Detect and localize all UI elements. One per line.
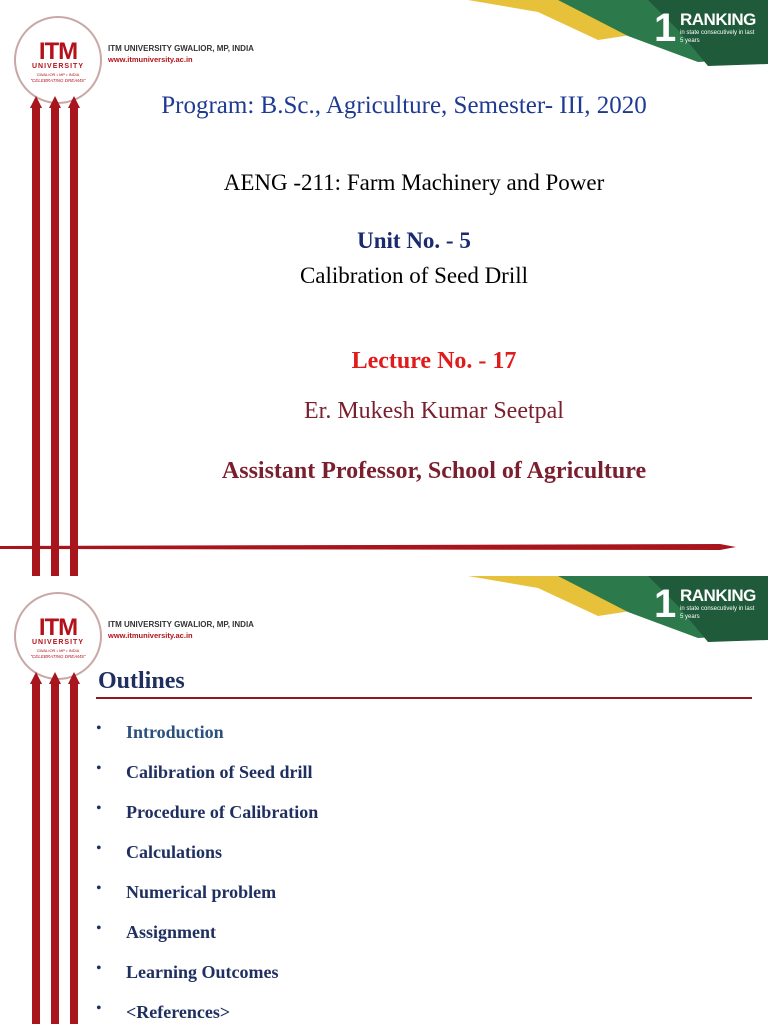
outline-item-label: Introduction	[126, 722, 224, 742]
outline-slide	[0, 576, 768, 1024]
bullet-icon: •	[96, 1000, 102, 1017]
outline-item-label: Numerical problem	[126, 882, 277, 902]
university-name: ITM UNIVERSITY GWALIOR, MP, INDIA	[108, 44, 254, 53]
bullet-icon: •	[96, 840, 102, 857]
outline-item-label: Procedure of Calibration	[126, 802, 319, 822]
university-website: www.itmuniversity.ac.in	[108, 631, 193, 640]
unit-number: Unit No. - 5	[357, 228, 471, 253]
lecturer-name: Er. Mukesh Kumar Seetpal	[304, 398, 564, 424]
bullet-icon: •	[96, 720, 102, 737]
bullet-icon: •	[96, 960, 102, 977]
ranking-word: RANKING	[680, 10, 756, 29]
outline-title: Outlines	[98, 668, 185, 694]
lecturer-designation: Assistant Professor, School of Agriculture	[221, 458, 647, 484]
ranking-number: 1	[654, 582, 677, 626]
unit-topic: Calibration of Seed Drill	[299, 263, 529, 288]
ranking-word: RANKING	[680, 586, 756, 605]
program-line: Program: B.Sc., Agriculture, Semester- III, 2020	[161, 92, 647, 119]
logo-itm-text: ITM	[38, 38, 78, 65]
outline-item-label: <References>	[126, 1002, 231, 1022]
logo-location-text: GWALIOR • MP • INDIA	[36, 72, 80, 77]
logo-itm-text: ITM	[38, 614, 78, 641]
course-title: AENG -211: Farm Machinery and Power	[223, 170, 605, 195]
university-website: www.itmuniversity.ac.in	[108, 55, 193, 64]
university-logo	[14, 592, 102, 680]
bullet-icon: •	[96, 800, 102, 817]
outline-item-label: Assignment	[126, 922, 217, 942]
logo-university-text: UNIVERSITY	[31, 639, 84, 646]
outline-item-label: Calculations	[126, 842, 223, 862]
bullet-icon: •	[96, 760, 102, 777]
logo-location-text: GWALIOR • MP • INDIA	[36, 648, 80, 653]
bullet-icon: •	[96, 920, 102, 937]
outline-item-label: Learning Outcomes	[126, 962, 279, 982]
ranking-number: 1	[654, 6, 677, 50]
outline-item-label: Calibration of Seed drill	[126, 762, 313, 782]
university-logo	[14, 16, 102, 104]
lecture-number: Lecture No. - 17	[351, 348, 517, 374]
university-name: ITM UNIVERSITY GWALIOR, MP, INDIA	[108, 620, 254, 629]
bullet-icon: •	[96, 880, 102, 897]
ranking-caption-line2: 5 years	[680, 614, 700, 620]
logo-tagline: "CELEBRATING DREAMS"	[30, 78, 86, 83]
logo-university-text: UNIVERSITY	[31, 63, 84, 70]
ranking-caption-line2: 5 years	[680, 38, 700, 44]
logo-tagline: "CELEBRATING DREAMS"	[30, 654, 86, 659]
title-underline	[96, 697, 752, 699]
decorative-pillars	[26, 672, 86, 1024]
decorative-pillars	[26, 96, 86, 576]
ranking-caption-line1: in state consecutively in last	[680, 606, 755, 612]
ranking-caption-line1: in state consecutively in last	[680, 30, 755, 36]
bottom-red-rule	[0, 536, 768, 560]
